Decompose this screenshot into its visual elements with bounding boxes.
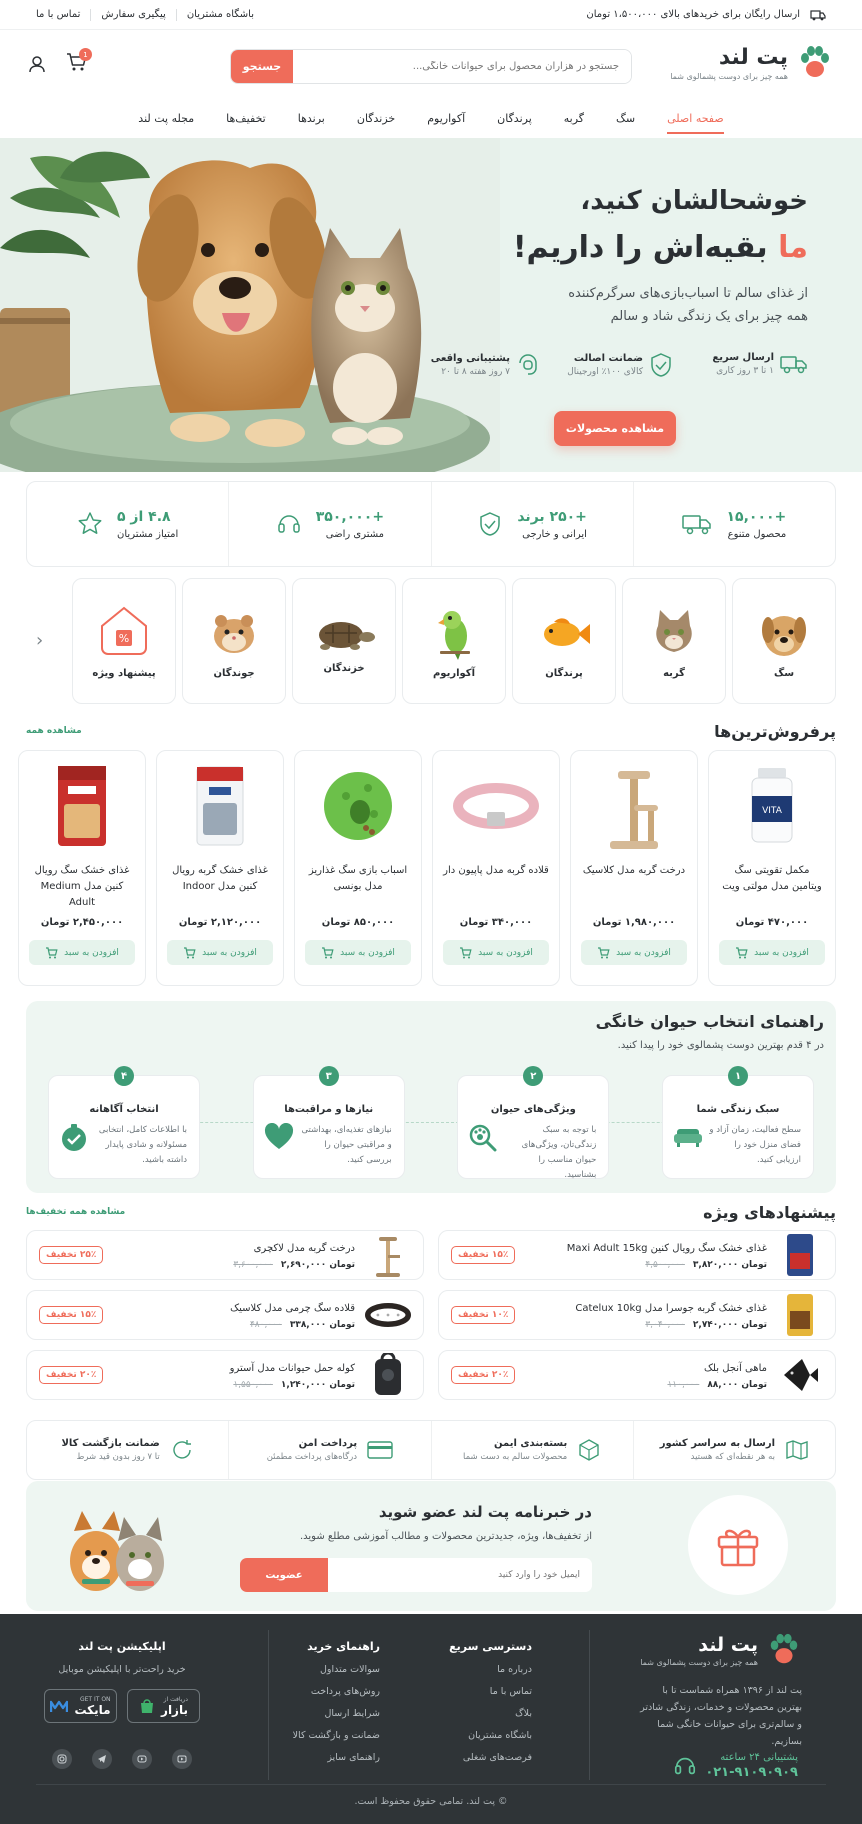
discount-badge: ۱۰٪ تخفیف bbox=[451, 1306, 515, 1324]
category-dog[interactable] bbox=[732, 578, 836, 704]
deal-price: ۲,۷۴۰,۰۰۰ تومان bbox=[692, 1319, 767, 1330]
stat-value: ۴.۸ از ۵ bbox=[117, 508, 171, 525]
step-description: سطح فعالیت، زمان آزاد و فضای منزل خود را ارزیابی کنید. bbox=[709, 1125, 801, 1165]
footer-quick-links bbox=[449, 1640, 532, 1763]
category-label: جوندگان bbox=[213, 667, 255, 679]
footer-link[interactable]: بلاگ bbox=[515, 1708, 532, 1719]
puppy-kitten-illustration bbox=[62, 1501, 172, 1601]
discount-badge: ۲۰٪ تخفیف bbox=[451, 1366, 515, 1384]
sofa-icon bbox=[673, 1123, 703, 1149]
aparat-icon[interactable] bbox=[172, 1749, 192, 1769]
deal-name: ماهی آنجل بلک bbox=[703, 1362, 767, 1374]
footer-column-title: اپلیکیشن پت لند bbox=[78, 1640, 166, 1653]
hero-feature-title: ارسال سریع bbox=[712, 352, 774, 363]
deal-price: ۱,۲۴۰,۰۰۰ تومان bbox=[280, 1379, 355, 1390]
bestsellers-list bbox=[26, 750, 836, 986]
guide-step bbox=[457, 1070, 609, 1180]
add-to-cart-label: افزودن به سبد bbox=[754, 947, 809, 958]
deal-name: غذای خشک گربه جوسرا مدل Catelux 10kg bbox=[575, 1302, 767, 1314]
nav-discounts[interactable]: تخفیف‌ها bbox=[226, 112, 266, 125]
deal-item[interactable] bbox=[438, 1350, 836, 1400]
step-title: نیازها و مراقبت‌ها bbox=[284, 1104, 374, 1115]
deal-price: ۲,۶۹۰,۰۰۰ تومان bbox=[280, 1259, 355, 1270]
stat-label: محصول متنوع bbox=[727, 528, 787, 540]
deal-old-price: ۳,۶۰۰,۰۰۰ bbox=[233, 1259, 273, 1270]
guide-step bbox=[253, 1070, 405, 1179]
deal-name: درخت گربه مدل لاکچری bbox=[253, 1242, 355, 1254]
add-to-cart-label: افزودن به سبد bbox=[202, 947, 257, 958]
step-description: با اطلاعات کامل، انتخابی مسئولانه و شادی پایدار داشته باشید. bbox=[98, 1125, 188, 1165]
svg-text:%: % bbox=[118, 631, 130, 645]
newsletter-form bbox=[240, 1558, 592, 1592]
truck-icon bbox=[810, 9, 826, 21]
shipping-text: ارسال رایگان برای خریدهای بالای ۱،۵۰۰،۰۰۰ تومان bbox=[586, 9, 800, 20]
supplement-bottle-icon bbox=[744, 761, 800, 851]
deal-old-price: ۴,۵۰۰,۰۰۰ bbox=[645, 1259, 685, 1270]
cat-tree-icon bbox=[604, 761, 664, 851]
footer-app bbox=[44, 1640, 200, 1769]
topbar-link-track[interactable]: پیگیری سفارش bbox=[101, 9, 166, 20]
deal-old-price: ۴۸۰,۰۰۰ bbox=[249, 1319, 282, 1330]
logo-title: پت لند bbox=[718, 45, 788, 70]
shipping-notice bbox=[586, 9, 826, 21]
badge-check-icon bbox=[477, 511, 503, 537]
add-to-cart-button[interactable] bbox=[167, 940, 273, 965]
discount-tag-icon bbox=[96, 604, 152, 660]
guide-step bbox=[662, 1070, 814, 1179]
deal-name: کوله حمل حیوانات مدل آسترو bbox=[229, 1362, 355, 1374]
copyright-text: © پت لند. تمامی حقوق محفوظ است. bbox=[354, 1796, 508, 1807]
deal-price: ۳۳۸,۰۰۰ تومان bbox=[289, 1319, 355, 1330]
step-number: ۱ bbox=[728, 1066, 748, 1086]
discount-badge: ۱۵٪ تخفیف bbox=[39, 1306, 103, 1324]
step-title: انتخاب آگاهانه bbox=[89, 1104, 159, 1115]
category-label: خزندگان bbox=[323, 662, 365, 674]
product-name: غذای خشک سگ رویال کنین مدل Medium Adult bbox=[34, 865, 130, 908]
footer-about: پت لند از ۱۳۹۶ همراه شماست تا با بهترین محصولات و خدمات، زندگی شادتر و سالم‌تری برای حیوانات خانگی شما بسازیم. bbox=[640, 1685, 802, 1747]
cat-tree-icon bbox=[365, 1233, 411, 1277]
guarantee-packaging bbox=[431, 1421, 633, 1479]
nav-brands[interactable]: برندها bbox=[297, 112, 325, 125]
cart-icon bbox=[45, 947, 58, 959]
newsletter-subscribe-button[interactable]: عضویت bbox=[240, 1558, 328, 1592]
guarantee-shipping bbox=[633, 1421, 835, 1479]
product-name: مکمل تقویتی سگ ویتامین مدل مولتی ویت bbox=[722, 865, 822, 892]
hero-heading-line2 bbox=[513, 230, 808, 265]
product-card[interactable] bbox=[18, 750, 146, 986]
deal-item[interactable] bbox=[26, 1290, 424, 1340]
guide-step bbox=[48, 1070, 200, 1179]
add-to-cart-button[interactable] bbox=[719, 940, 825, 965]
myket-m-icon bbox=[50, 1698, 68, 1714]
step-number: ۴ bbox=[114, 1066, 134, 1086]
nav-dog[interactable]: سگ bbox=[616, 112, 636, 125]
add-to-cart-button[interactable] bbox=[305, 940, 411, 965]
footer-link[interactable]: فرصت‌های شغلی bbox=[462, 1752, 532, 1763]
heart-icon bbox=[264, 1123, 294, 1151]
footer-guide-links bbox=[293, 1640, 380, 1763]
guarantee-title: بسته‌بندی ایمن bbox=[494, 1438, 568, 1449]
cat-icon bbox=[646, 604, 702, 660]
bazaar-bag-icon bbox=[139, 1698, 155, 1714]
footer-link[interactable]: تماس با ما bbox=[489, 1686, 532, 1697]
discount-badge: ۱۵٪ تخفیف bbox=[451, 1246, 515, 1264]
step-number: ۳ bbox=[319, 1066, 339, 1086]
guarantee-title: ضمانت بازگشت کالا bbox=[61, 1438, 160, 1449]
bestsellers-title: پرفروش‌ترین‌ها bbox=[714, 722, 836, 741]
hero-heading-rest: بقیه‌اش را داریم! bbox=[512, 230, 779, 265]
user-icon bbox=[28, 55, 46, 73]
bestsellers-see-all-link[interactable]: مشاهده همه bbox=[26, 726, 82, 736]
deal-price: ۸۸,۰۰۰ تومان bbox=[707, 1379, 767, 1390]
pet-guide-subtitle: در ۴ قدم بهترین دوست پشمالوی خود را پیدا کنید. bbox=[617, 1040, 824, 1051]
telegram-icon[interactable] bbox=[92, 1749, 112, 1769]
leather-collar-icon bbox=[365, 1300, 411, 1330]
hero-feature-title: ضمانت اصالت bbox=[573, 353, 643, 364]
deal-old-price: ۱,۵۵۰,۰۰۰ bbox=[233, 1379, 273, 1390]
category-row bbox=[26, 578, 836, 704]
footer-logo[interactable] bbox=[640, 1632, 802, 1668]
chevron-left-icon[interactable]: ‹ bbox=[36, 630, 44, 651]
newsletter-email-input[interactable] bbox=[328, 1558, 592, 1592]
step-title: سبک زندگی شما bbox=[696, 1104, 780, 1115]
site-footer bbox=[0, 1614, 862, 1824]
pet-guide-title: راهنمای انتخاب حیوان خانگی bbox=[595, 1012, 824, 1031]
guarantee-bar bbox=[26, 1420, 836, 1480]
svg-text:VITA: VITA bbox=[762, 806, 782, 816]
deal-name: غذای خشک سگ رویال کنین Maxi Adult 15kg bbox=[566, 1242, 767, 1254]
step-title: ویژگی‌های حیوان bbox=[490, 1104, 576, 1115]
hero-feature-title: پشتیبانی واقعی bbox=[430, 353, 510, 364]
stat-label: مشتری راضی bbox=[325, 528, 385, 540]
stat-brands bbox=[431, 482, 633, 566]
deal-item[interactable] bbox=[438, 1290, 836, 1340]
add-to-cart-button[interactable] bbox=[581, 940, 687, 965]
newsletter-title: در خبرنامه پت لند عضو شوید bbox=[378, 1503, 592, 1521]
hero-description bbox=[508, 282, 808, 328]
category-rodents[interactable] bbox=[182, 578, 286, 704]
hero-feature-sub: کالای ۱۰۰٪ اورجینال bbox=[567, 367, 643, 377]
guarantee-sub: درگاه‌های پرداخت مطمئن bbox=[266, 1452, 358, 1462]
nav-reptiles[interactable]: خزندگان bbox=[356, 112, 396, 125]
product-card[interactable] bbox=[432, 750, 560, 986]
footer-link[interactable]: سوالات متداول bbox=[320, 1664, 380, 1675]
nav-magazine[interactable]: مجله پت لند bbox=[138, 112, 195, 125]
product-price: ۲,۴۵۰,۰۰۰ تومان bbox=[40, 917, 124, 928]
return-icon bbox=[170, 1438, 194, 1462]
category-special-offer[interactable] bbox=[72, 578, 176, 704]
store-small-text: دریافت از bbox=[163, 1695, 188, 1703]
deal-price: ۳,۸۲۰,۰۰۰ تومان bbox=[692, 1259, 767, 1270]
turtle-icon bbox=[311, 609, 377, 655]
footer-logo-title: پت لند bbox=[698, 1633, 758, 1656]
hero-feature-sub: ۱ تا ۳ روز کاری bbox=[716, 366, 774, 376]
product-card[interactable] bbox=[156, 750, 284, 986]
product-price: ۴۷۰,۰۰۰ تومان bbox=[735, 917, 809, 928]
category-label: گربه bbox=[663, 667, 685, 679]
store-small-text: GET IT ON bbox=[79, 1695, 111, 1703]
stat-value: +۳۵۰,۰۰۰ bbox=[315, 508, 385, 525]
hero-description-line2: همه چیز برای یک زندگی شاد و سالم bbox=[610, 309, 808, 324]
myket-store-button[interactable] bbox=[44, 1689, 117, 1723]
topbar-link-contact[interactable]: تماس با ما bbox=[36, 9, 81, 20]
truck-icon bbox=[780, 353, 808, 375]
product-price: ۸۵۰,۰۰۰ تومان bbox=[321, 917, 395, 928]
dog-food-bag-icon bbox=[54, 761, 110, 851]
top-bar bbox=[0, 0, 862, 30]
discount-badge: ۲۰٪ تخفیف bbox=[39, 1366, 103, 1384]
deal-item[interactable] bbox=[438, 1230, 836, 1280]
bazaar-store-button[interactable] bbox=[127, 1689, 200, 1723]
product-card[interactable] bbox=[570, 750, 698, 986]
fish-icon bbox=[536, 604, 592, 660]
check-circle-icon bbox=[59, 1123, 89, 1153]
footer-link[interactable]: باشگاه مشتریان bbox=[468, 1730, 532, 1741]
add-to-cart-button[interactable] bbox=[29, 940, 135, 965]
topbar-link-club[interactable]: باشگاه مشتریان bbox=[186, 9, 254, 20]
guide-steps bbox=[48, 1070, 814, 1180]
pet-backpack-icon bbox=[365, 1353, 411, 1397]
search-button[interactable]: جستجو bbox=[231, 50, 293, 83]
stat-label: امتیاز مشتریان bbox=[117, 528, 179, 540]
store-name: بازار bbox=[161, 1702, 188, 1717]
stat-products bbox=[633, 482, 835, 566]
category-reptiles[interactable] bbox=[292, 578, 396, 704]
support-label: پشتیبانی ۲۴ ساعته bbox=[720, 1752, 798, 1763]
site-logo[interactable] bbox=[670, 44, 834, 82]
guarantee-title: پرداخت امن bbox=[298, 1438, 358, 1449]
hero-description-line1: از غذای سالم تا اسباب‌بازی‌های سرگرم‌کننده bbox=[568, 286, 808, 301]
hero-heading-accent: ما bbox=[778, 230, 808, 265]
shield-check-icon bbox=[649, 352, 673, 378]
stat-rating bbox=[27, 482, 228, 566]
category-cat[interactable] bbox=[622, 578, 726, 704]
product-price: ۲,۱۲۰,۰۰۰ تومان bbox=[178, 917, 262, 928]
deals-grid bbox=[26, 1230, 836, 1400]
nav-cat[interactable]: گربه bbox=[563, 112, 585, 125]
treat-ball-icon bbox=[318, 761, 398, 851]
paw-logo-icon bbox=[796, 44, 834, 82]
credit-card-icon bbox=[367, 1440, 393, 1460]
product-name: غذای خشک گربه رویال کنین مدل Indoor bbox=[172, 865, 268, 892]
hero-feature-shipping bbox=[712, 352, 808, 376]
discount-badge: ۲۵٪ تخفیف bbox=[39, 1246, 103, 1264]
store-name: مایکت bbox=[74, 1702, 111, 1717]
product-name: اسباب بازی سگ غذاریز مدل بونسی bbox=[308, 865, 408, 892]
cart-button[interactable] bbox=[66, 52, 88, 72]
instagram-icon[interactable] bbox=[52, 1749, 72, 1769]
deal-item[interactable] bbox=[26, 1230, 424, 1280]
footer-logo-subtitle: همه چیز برای دوست پشمالوی شما bbox=[640, 1657, 758, 1667]
dog-food-bag-icon bbox=[777, 1233, 823, 1277]
add-to-cart-label: افزودن به سبد bbox=[340, 947, 395, 958]
support-phone[interactable]: ۰۲۱-۹۱۰۹۰۹۰۹ bbox=[705, 1765, 798, 1780]
footer-link[interactable]: ضمانت و بازگشت کالا bbox=[292, 1730, 380, 1741]
cart-icon bbox=[459, 947, 472, 959]
stat-customers bbox=[228, 482, 430, 566]
paw-logo-icon bbox=[766, 1632, 802, 1668]
footer-link[interactable]: شرایط ارسال bbox=[324, 1708, 380, 1719]
star-icon bbox=[77, 511, 103, 537]
parrot-icon bbox=[426, 604, 482, 660]
cat-food-bag-icon bbox=[193, 761, 247, 851]
add-to-cart-button[interactable] bbox=[443, 940, 549, 965]
product-name: درخت گربه مدل کلاسیک bbox=[582, 865, 686, 876]
logo-subtitle: همه چیز برای دوست پشمالوی شما bbox=[670, 72, 788, 81]
step-description: با توجه به سبک زندگی‌تان، ویژگی‌های حیوان مناسب را بشناسید. bbox=[521, 1125, 597, 1180]
guarantee-payment bbox=[228, 1421, 430, 1479]
newsletter-subtitle: از تخفیف‌ها، ویژه، جدیدترین محصولات و مطالب آموزشی مطلع شوید. bbox=[299, 1531, 592, 1542]
headset-icon bbox=[673, 1754, 697, 1778]
map-icon bbox=[785, 1439, 809, 1461]
deals-see-all-link[interactable]: مشاهده همه تخفیف‌ها bbox=[26, 1207, 126, 1217]
angelfish-icon bbox=[777, 1355, 823, 1395]
nav-home[interactable]: صفحه اصلی bbox=[651, 102, 740, 136]
youtube-icon[interactable] bbox=[132, 1749, 152, 1769]
step-number: ۲ bbox=[523, 1066, 543, 1086]
product-name: قلاده گربه مدل پاپیون دار bbox=[443, 865, 549, 876]
cart-icon bbox=[735, 947, 748, 959]
deal-item[interactable] bbox=[26, 1350, 424, 1400]
product-price: ۱,۹۸۰,۰۰۰ تومان bbox=[592, 917, 676, 928]
add-to-cart-label: افزودن به سبد bbox=[64, 947, 119, 958]
nav-aquarium[interactable]: آکواریوم bbox=[427, 112, 466, 125]
support-icon bbox=[516, 352, 540, 378]
step-description: نیازهای تغذیه‌ای، بهداشتی و مراقبتی حیوان را بررسی کنید. bbox=[301, 1125, 392, 1165]
cart-count-badge: 1 bbox=[79, 48, 92, 61]
headset-icon bbox=[276, 511, 302, 537]
cart-icon bbox=[597, 947, 610, 959]
account-button[interactable] bbox=[28, 55, 46, 73]
nav-birds[interactable]: پرندگان bbox=[497, 112, 532, 125]
dog-icon bbox=[756, 604, 812, 660]
footer-support bbox=[673, 1752, 798, 1780]
paw-search-icon bbox=[468, 1123, 498, 1153]
guarantee-sub: تا ۷ روز بدون قید شرط bbox=[76, 1452, 160, 1462]
box-icon bbox=[577, 1438, 601, 1462]
dog-and-cat-illustration bbox=[0, 138, 500, 472]
category-birds[interactable] bbox=[512, 578, 616, 704]
cat-food-bag-icon bbox=[777, 1293, 823, 1337]
main-nav bbox=[0, 102, 862, 136]
category-label: آکواریوم bbox=[432, 667, 476, 679]
gift-icon bbox=[688, 1495, 788, 1595]
view-products-button[interactable]: مشاهده محصولات bbox=[554, 411, 676, 446]
product-card[interactable] bbox=[294, 750, 422, 986]
footer-link[interactable]: روش‌های پرداخت bbox=[310, 1686, 380, 1697]
guarantee-return bbox=[27, 1421, 228, 1479]
hamster-icon bbox=[206, 604, 262, 660]
product-card[interactable] bbox=[708, 750, 836, 986]
stat-value: +۲۵۰ برند bbox=[517, 508, 587, 525]
footer-app-subtitle: خرید راحت‌تر با اپلیکیشن موبایل bbox=[58, 1664, 186, 1675]
stats-bar bbox=[26, 481, 836, 567]
category-label: پیشنهاد ویژه bbox=[92, 667, 156, 679]
add-to-cart-label: افزودن به سبد bbox=[478, 947, 533, 958]
category-label: سگ bbox=[773, 667, 795, 679]
deals-title: پیشنهادهای ویژه bbox=[703, 1203, 836, 1222]
guarantee-sub: به هر نقطه‌ای که هستید bbox=[690, 1452, 776, 1462]
guarantee-title: ارسال به سراسر کشور bbox=[659, 1438, 776, 1449]
hero-feature-support bbox=[431, 352, 540, 378]
guarantee-sub: محصولات سالم به دست شما bbox=[463, 1452, 568, 1462]
footer-link[interactable]: درباره ما bbox=[497, 1664, 532, 1675]
cart-icon bbox=[321, 947, 334, 959]
cart-icon bbox=[183, 947, 196, 959]
hero-feature-authentic bbox=[567, 352, 673, 378]
truck-icon bbox=[682, 512, 712, 536]
search-input[interactable] bbox=[293, 50, 631, 83]
category-aquarium[interactable] bbox=[402, 578, 506, 704]
stat-label: ایرانی و خارجی bbox=[522, 528, 587, 540]
footer-column-title: دسترسی سریع bbox=[449, 1640, 532, 1653]
add-to-cart-label: افزودن به سبد bbox=[616, 947, 671, 958]
hero-heading-line1: خوشحالشان کنید، bbox=[580, 186, 808, 216]
collar-icon bbox=[453, 761, 539, 851]
hero-feature-sub: ۷ روز هفته ۸ تا ۲۰ bbox=[441, 367, 510, 377]
deal-old-price: ۳,۰۴۰,۰۰۰ bbox=[645, 1319, 685, 1330]
stat-value: +۱۵,۰۰۰ bbox=[726, 508, 787, 525]
deal-name: قلاده سگ چرمی مدل کلاسیک bbox=[230, 1302, 355, 1314]
deal-old-price: ۱۱۰,۰۰۰ bbox=[667, 1379, 700, 1390]
footer-column-title: راهنمای خرید bbox=[307, 1640, 380, 1653]
footer-link[interactable]: راهنمای سایز bbox=[327, 1752, 380, 1763]
product-price: ۳۴۰,۰۰۰ تومان bbox=[459, 917, 533, 928]
category-label: پرندگان bbox=[545, 667, 583, 679]
search-bar bbox=[230, 49, 632, 84]
